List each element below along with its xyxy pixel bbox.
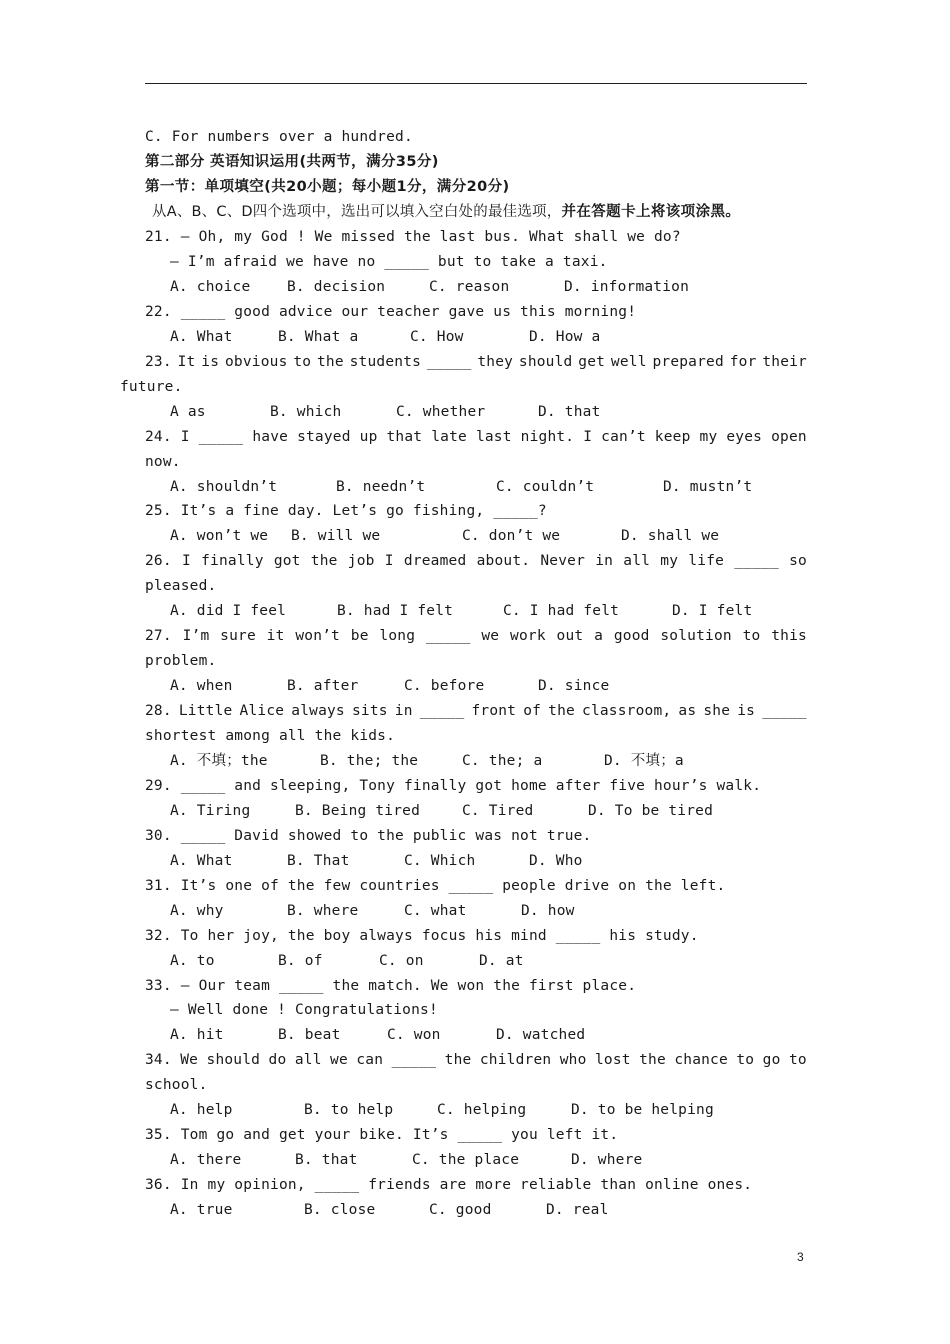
word: Little bbox=[178, 703, 233, 720]
word: the bbox=[317, 353, 344, 370]
answer-option-d[interactable]: D. since bbox=[538, 678, 610, 695]
word: should bbox=[206, 1052, 261, 1069]
word: work bbox=[510, 628, 546, 645]
word: of bbox=[523, 703, 542, 720]
word: I bbox=[181, 553, 191, 570]
word: night. bbox=[520, 428, 575, 445]
word: _____ bbox=[391, 1052, 437, 1069]
question-stem: 25. It’s a fine day. Let’s go fishing, _____? bbox=[145, 503, 547, 520]
word: front bbox=[471, 703, 517, 720]
part-two-heading: 第二部分 英语知识运用(共两节，满分35分) bbox=[145, 154, 439, 170]
answer-option-c[interactable]: C. How bbox=[410, 328, 464, 345]
answer-option-c[interactable]: C. the place bbox=[412, 1152, 520, 1169]
answer-option-b[interactable]: B. to help bbox=[304, 1102, 394, 1119]
question-stem-continued: shortest among all the kids. bbox=[145, 728, 396, 744]
answer-option-d[interactable]: D. Who bbox=[529, 852, 583, 869]
answer-option-b[interactable]: B. will we bbox=[291, 528, 381, 545]
word: _____ bbox=[762, 703, 807, 720]
answer-option-b[interactable]: B. needn’t bbox=[336, 478, 426, 495]
instruction-text: 从A、B、C、D四个选项中，选出可以填入空白处的最佳选项， bbox=[152, 204, 562, 220]
question-stem: 21. — Oh, my God ! We missed the last bus. What shall we do? bbox=[145, 229, 681, 245]
word: chance bbox=[674, 1052, 728, 1069]
answer-option-a[interactable]: A. choice bbox=[170, 278, 251, 295]
answer-option-a[interactable]: A. hit bbox=[170, 1027, 224, 1044]
answer-option-b[interactable]: B. What a bbox=[278, 328, 359, 345]
word: classroom, bbox=[582, 703, 672, 720]
word: _____ bbox=[198, 428, 244, 445]
question-stem: 22. _____ good advice our teacher gave us this morning! bbox=[145, 303, 637, 320]
word: can bbox=[356, 1052, 384, 1069]
word: can’t bbox=[601, 428, 646, 445]
word: got bbox=[273, 553, 301, 570]
word: a bbox=[594, 628, 604, 645]
answer-option-c[interactable]: C. Tired bbox=[462, 802, 534, 819]
word: about. bbox=[476, 553, 531, 570]
question-stem-continued: school. bbox=[145, 1077, 208, 1094]
answer-option-a[interactable]: A. did I feel bbox=[170, 603, 287, 620]
word: be bbox=[350, 628, 369, 645]
word: to bbox=[736, 1052, 755, 1069]
answer-option-b[interactable]: B. close bbox=[304, 1202, 376, 1219]
answer-option-d[interactable]: D. at bbox=[479, 952, 524, 969]
word: sure bbox=[220, 628, 256, 645]
word: out bbox=[556, 628, 584, 645]
word: eyes bbox=[726, 428, 763, 445]
word: _____ bbox=[426, 353, 472, 370]
word: always bbox=[291, 703, 345, 720]
question-stem: 32. To her joy, the boy always focus his mind _____ his study. bbox=[145, 927, 699, 944]
word: We bbox=[180, 1052, 199, 1069]
word: go bbox=[762, 1052, 781, 1069]
word: the bbox=[310, 553, 338, 570]
answer-option-a[interactable]: A as bbox=[170, 403, 206, 420]
word: prepared bbox=[652, 353, 724, 370]
answer-option-c[interactable]: C. reason bbox=[429, 278, 510, 295]
word: Never bbox=[540, 553, 586, 570]
word: do bbox=[268, 1052, 287, 1069]
word: good bbox=[613, 628, 650, 645]
answer-option-b[interactable]: B. which bbox=[270, 403, 342, 420]
answer-option-c[interactable]: C. good bbox=[429, 1202, 492, 1219]
word: I bbox=[384, 553, 394, 570]
question-stem bbox=[145, 704, 807, 719]
word: children bbox=[479, 1052, 552, 1069]
word: open bbox=[771, 428, 807, 445]
word: we bbox=[330, 1052, 348, 1069]
word: my bbox=[699, 428, 718, 445]
answer-option-c[interactable]: C. the; a bbox=[462, 752, 543, 769]
word: obvious bbox=[224, 353, 288, 370]
section-one-heading: 第一节：单项填空(共20小题；每小题1分，满分20分) bbox=[145, 179, 510, 195]
question-stem-continued: now. bbox=[145, 453, 181, 470]
answer-option-a[interactable]: A. won’t we bbox=[170, 528, 269, 545]
answer-option-b[interactable]: B. that bbox=[295, 1152, 358, 1169]
answer-option-c[interactable]: C. what bbox=[404, 902, 467, 919]
word: _____ bbox=[425, 628, 471, 645]
word: in bbox=[394, 703, 413, 720]
word: dreamed bbox=[403, 553, 467, 570]
answer-option-b[interactable]: B. the; the bbox=[320, 752, 419, 769]
answer-option-d[interactable]: D. I felt bbox=[672, 603, 753, 620]
question-stem: 35. Tom go and get your bike. It’s _____ you left it. bbox=[145, 1127, 619, 1144]
word: won’t bbox=[295, 628, 340, 645]
question-stem: 33. — Our team _____ the match. We won the first place. bbox=[145, 977, 637, 994]
answer-option-c[interactable]: C. helping bbox=[437, 1102, 527, 1119]
word: their bbox=[762, 353, 807, 370]
answer-option-d[interactable]: D. information bbox=[564, 278, 690, 295]
answer-option-b[interactable]: B. where bbox=[287, 902, 359, 919]
word: 23. bbox=[145, 353, 172, 370]
word: as bbox=[678, 703, 697, 720]
word: late bbox=[431, 428, 467, 445]
word: long bbox=[379, 628, 416, 645]
word: is bbox=[201, 353, 220, 370]
answer-option-a[interactable]: A. help bbox=[170, 1102, 233, 1119]
answer-option-b[interactable]: B. of bbox=[278, 952, 323, 969]
answer-option-c[interactable]: C. before bbox=[404, 678, 485, 695]
header-rule bbox=[145, 83, 807, 84]
answer-option-c[interactable]: C. whether bbox=[396, 403, 486, 420]
answer-option-b[interactable]: B. beat bbox=[278, 1027, 341, 1044]
word: all bbox=[294, 1052, 322, 1069]
answer-option-d[interactable]: D. shall we bbox=[621, 528, 720, 545]
word: finally bbox=[201, 553, 264, 570]
word: who bbox=[559, 1052, 587, 1069]
word: life bbox=[688, 553, 725, 570]
word: to bbox=[293, 353, 312, 370]
word: 27. bbox=[145, 628, 172, 645]
word: 26. bbox=[145, 553, 172, 570]
answer-option-a[interactable]: A. to bbox=[170, 952, 215, 969]
answer-option-c[interactable]: C. couldn’t bbox=[496, 478, 595, 495]
word: for bbox=[729, 353, 757, 370]
answer-option-b[interactable]: B. had I felt bbox=[337, 603, 454, 620]
word: she bbox=[703, 703, 731, 720]
word: lost bbox=[594, 1052, 631, 1069]
question-stem: 30. _____ David showed to the public was not true. bbox=[145, 827, 592, 844]
instruction-emphasis: 并在答题卡上将该项涂黑。 bbox=[561, 204, 741, 220]
answer-option-d[interactable]: D. how bbox=[521, 902, 575, 919]
question-stem bbox=[145, 430, 807, 445]
answer-option-a[interactable]: A. why bbox=[170, 902, 224, 919]
answer-option-a[interactable]: A. Tiring bbox=[170, 802, 251, 819]
answer-option-d[interactable]: D. to be helping bbox=[571, 1102, 714, 1119]
question-stem bbox=[145, 554, 807, 569]
word: it bbox=[266, 628, 285, 645]
word: the bbox=[444, 1052, 472, 1069]
answer-option-a[interactable]: A. What bbox=[170, 328, 233, 345]
answer-option-c[interactable]: C. I had felt bbox=[503, 603, 620, 620]
answer-option-d[interactable]: D. How a bbox=[529, 328, 601, 345]
word: they bbox=[477, 353, 514, 370]
question-stem: 29. _____ and sleeping, Tony finally got home after five hour’s walk. bbox=[145, 777, 762, 794]
word: to bbox=[742, 628, 761, 645]
answer-option-c[interactable]: C. on bbox=[379, 952, 424, 969]
answer-option-d[interactable]: D. mustn’t bbox=[663, 478, 753, 495]
answer-option-b[interactable]: B. decision bbox=[287, 278, 386, 295]
word: 34. bbox=[145, 1052, 172, 1069]
word: _____ bbox=[419, 703, 465, 720]
word: It bbox=[177, 353, 196, 370]
word: last bbox=[475, 428, 512, 445]
question-stem-continued: problem. bbox=[145, 653, 217, 670]
instructions bbox=[152, 205, 740, 220]
word: job bbox=[347, 553, 375, 570]
word: sits bbox=[351, 703, 388, 720]
word: I’m bbox=[182, 628, 210, 645]
question-stem-continued: pleased. bbox=[145, 578, 217, 595]
answer-option-b[interactable]: B. That bbox=[287, 852, 350, 869]
word: Alice bbox=[239, 703, 285, 720]
word: all bbox=[623, 553, 651, 570]
word: keep bbox=[654, 428, 691, 445]
answer-option-c[interactable]: C. Which bbox=[404, 852, 476, 869]
word: my bbox=[660, 553, 679, 570]
word: up bbox=[359, 428, 378, 445]
answer-option-d[interactable]: D. 不填；a bbox=[604, 752, 684, 769]
word: solution bbox=[660, 628, 732, 645]
word: I bbox=[583, 428, 593, 445]
answer-option-c[interactable]: C. won bbox=[387, 1027, 441, 1044]
word: I bbox=[180, 428, 190, 445]
word: 24. bbox=[145, 428, 172, 445]
word: in bbox=[595, 553, 614, 570]
answer-option-d[interactable]: D. that bbox=[538, 403, 601, 420]
word: students bbox=[349, 353, 422, 370]
answer-option-b[interactable]: B. after bbox=[287, 678, 359, 695]
word: to bbox=[788, 1052, 807, 1069]
question-stem-continued: future. bbox=[120, 378, 183, 395]
word: the bbox=[639, 1052, 666, 1069]
word: 28. bbox=[145, 703, 172, 720]
answer-option-b[interactable]: B. Being tired bbox=[295, 802, 421, 819]
word: well bbox=[610, 353, 647, 370]
word: this bbox=[771, 628, 807, 645]
question-stem bbox=[145, 355, 807, 370]
question-stem: 36. In my opinion, _____ friends are more reliable than online ones. bbox=[145, 1177, 753, 1194]
answer-option-d[interactable]: D. where bbox=[571, 1152, 643, 1169]
answer-option-d[interactable]: D. To be tired bbox=[588, 802, 714, 819]
answer-option-a[interactable]: A. when bbox=[170, 678, 233, 695]
dialogue-response: — Well done ! Congratulations! bbox=[170, 1002, 438, 1019]
word: get bbox=[578, 353, 606, 370]
question-stem: 31. It’s one of the few countries _____ people drive on the left. bbox=[145, 877, 726, 894]
answer-option-a[interactable]: A. there bbox=[170, 1152, 242, 1169]
word: so bbox=[789, 553, 807, 570]
question-stem bbox=[145, 629, 807, 644]
option-c-continued: C. For numbers over a hundred. bbox=[145, 129, 413, 145]
page-number: 3 bbox=[797, 1250, 804, 1264]
dialogue-response: — I’m afraid we have no _____ but to take a taxi. bbox=[170, 253, 608, 270]
word: should bbox=[518, 353, 573, 370]
word: we bbox=[481, 628, 500, 645]
word: that bbox=[386, 428, 423, 445]
answer-option-a[interactable]: A. 不填；the bbox=[170, 752, 268, 769]
answer-option-a[interactable]: A. true bbox=[170, 1202, 233, 1219]
answer-option-d[interactable]: D. watched bbox=[496, 1027, 586, 1044]
word: stayed bbox=[297, 428, 351, 445]
question-stem bbox=[145, 1053, 807, 1068]
word: _____ bbox=[734, 553, 779, 570]
word: the bbox=[548, 703, 575, 720]
word: is bbox=[737, 703, 756, 720]
word: have bbox=[252, 428, 289, 445]
answer-option-a[interactable]: A. What bbox=[170, 852, 233, 869]
answer-option-a[interactable]: A. shouldn’t bbox=[170, 478, 278, 495]
answer-option-d[interactable]: D. real bbox=[546, 1202, 609, 1219]
answer-option-c[interactable]: C. don’t we bbox=[462, 528, 561, 545]
